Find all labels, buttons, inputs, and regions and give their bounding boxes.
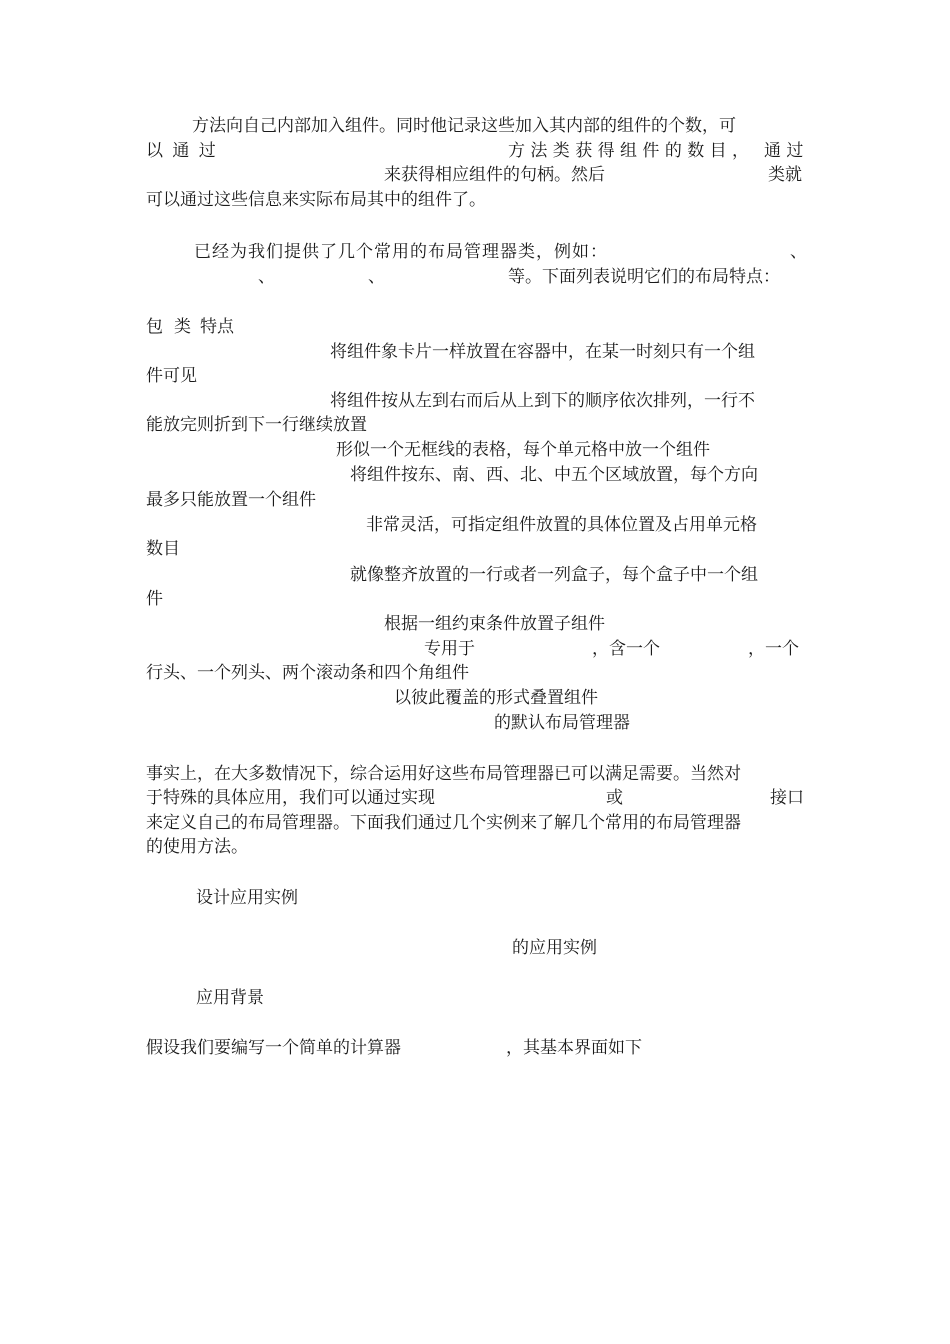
table-row-flow-a: 将组件按从左到右而后从上到下的顺序依次排列，一行不 xyxy=(330,391,755,411)
para3-line1: 事实上，在大多数情况下，综合运用好这些布局管理器已可以满足需要。当然对 xyxy=(146,764,741,784)
para1-line1: 方法向自己内部加入组件。同时他记录这些加入其内部的组件的个数，可 xyxy=(192,116,736,136)
para3-line2-mid: 或 xyxy=(606,788,623,808)
section-heading: 设计应用实例 xyxy=(196,888,298,908)
para1-line3-right: 类就 xyxy=(768,165,802,185)
para3-line2-left: 于特殊的具体应用，我们可以通过实现 xyxy=(146,788,435,808)
table-header-class: 类 xyxy=(174,317,191,337)
sub-heading: 的应用实例 xyxy=(512,938,597,958)
table-row-border-a: 将组件按东、南、西、北、中五个区域放置，每个方向 xyxy=(350,465,758,485)
para1-line4: 可以通过这些信息来实际布局其中的组件了。 xyxy=(146,190,486,210)
para3-line3: 来定义自己的布局管理器。下面我们通过几个实例来了解几个常用的布局管理器 xyxy=(146,813,741,833)
background-heading: 应用背景 xyxy=(196,988,264,1008)
para2-line1: 已经为我们提供了几个常用的布局管理器类，例如： xyxy=(194,242,608,262)
table-row-overlay-a: 以彼此覆盖的形式叠置组件 xyxy=(394,688,598,708)
table-row-spring-a: 根据一组约束条件放置子组件 xyxy=(384,614,605,634)
para2-line2-a: 、 xyxy=(258,267,275,287)
para3-line2-right: 接口 xyxy=(770,788,804,808)
table-row-scrollpane-a2: ，含一个 xyxy=(592,639,660,659)
table-row-viewport-a: 的默认布局管理器 xyxy=(494,713,630,733)
table-row-border-b: 最多只能放置一个组件 xyxy=(146,490,316,510)
table-header-package: 包 xyxy=(146,317,163,337)
last-line-right: ，其基本界面如下 xyxy=(506,1038,642,1058)
table-row-card-b: 件可见 xyxy=(146,366,197,386)
table-row-scrollpane-b: 行头、一个列头、两个滚动条和四个角组件 xyxy=(146,663,469,683)
last-line-left: 假设我们要编写一个简单的计算器 xyxy=(146,1038,401,1058)
table-header-feature: 特点 xyxy=(200,317,234,337)
para1-line2-left: 以 通 过 xyxy=(146,141,218,161)
table-row-box-a: 就像整齐放置的一行或者一列盒子，每个盒子中一个组 xyxy=(350,565,758,585)
para2-line2-b: 、 xyxy=(368,267,385,287)
para1-line2-mid: 方 法 类 获 得 组 件 的 数 目 ， xyxy=(508,141,750,161)
para3-line4: 的使用方法。 xyxy=(146,837,248,857)
table-row-scrollpane-a3: ，一个 xyxy=(748,639,799,659)
table-row-grid-a: 形似一个无框线的表格，每个单元格中放一个组件 xyxy=(336,440,710,460)
para1-line3-mid: 来获得相应组件的句柄。然后 xyxy=(384,165,605,185)
para2-line1-end: 、 xyxy=(790,242,807,262)
table-row-gridbag-a: 非常灵活，可指定组件放置的具体位置及占用单元格 xyxy=(366,515,757,535)
table-row-scrollpane-a1: 专用于 xyxy=(424,639,475,659)
table-row-gridbag-b: 数目 xyxy=(146,539,180,559)
para1-line2-right: 通 过 xyxy=(764,141,804,161)
table-row-flow-b: 能放完则折到下一行继续放置 xyxy=(146,415,367,435)
table-row-box-b: 件 xyxy=(146,589,163,609)
para2-line2-c: 等。下面列表说明它们的布局特点： xyxy=(508,267,780,287)
table-row-card-a: 将组件象卡片一样放置在容器中，在某一时刻只有一个组 xyxy=(330,342,755,362)
